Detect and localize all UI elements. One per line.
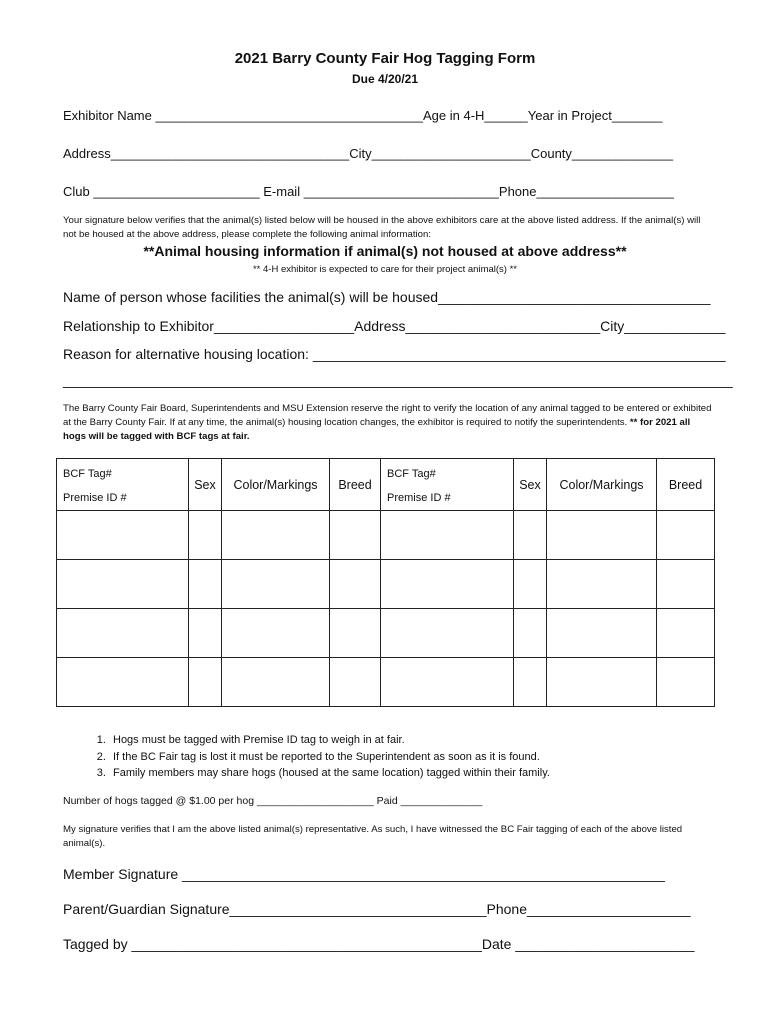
exhibitor-name-line[interactable]: Exhibitor Name _____________________________________Age in 4-H______Year in Project_______: [63, 108, 663, 123]
sex-cell[interactable]: [514, 609, 547, 658]
color-cell[interactable]: [222, 560, 330, 609]
relationship-line[interactable]: Relationship to Exhibitor__________________Address_________________________City_____________: [63, 318, 726, 334]
parent-signature-line[interactable]: Parent/Guardian Signature_________________________________Phone_____________________: [63, 901, 691, 917]
club-line[interactable]: Club _______________________ E-mail ___________________________Phone___________________: [63, 184, 674, 199]
header-sex: Sex: [189, 459, 222, 511]
housing-subnote: ** 4-H exhibitor is expected to care for their project animal(s) **: [252, 264, 517, 275]
header-bcf-tag: BCF Tag#: [387, 468, 436, 480]
header-premise-id: Premise ID #: [63, 492, 127, 504]
sex-cell[interactable]: [514, 511, 547, 560]
table-row: [57, 609, 715, 658]
verification-text: Your signature below verifies that the animal(s) listed below will be housed in the above exhibitors care at the above listed address. If the animal(s) will not be housed at the above address, please complete the following animal information:: [63, 215, 701, 240]
color-cell[interactable]: [222, 511, 330, 560]
notice-text: [63, 402, 713, 444]
fee-line[interactable]: Number of hogs tagged @ $1.00 per hog ____________________ Paid ______________: [63, 795, 483, 807]
housing-heading: **Animal housing information if animal(s) not housed at above address**: [143, 243, 627, 259]
sex-cell[interactable]: [189, 658, 222, 707]
certification-text: My signature verifies that I am the above listed animal(s) representative. As such, I have witnessed the BC Fair tagging of each of the above listed animal(s).: [63, 824, 683, 849]
tag-cell[interactable]: [381, 511, 514, 560]
breed-cell[interactable]: [330, 511, 381, 560]
tag-cell[interactable]: [57, 511, 189, 560]
rules-list: [64, 732, 550, 782]
facility-owner-line[interactable]: Name of person whose facilities the animal(s) will be housed___________________________________: [63, 289, 711, 305]
tag-cell[interactable]: [381, 560, 514, 609]
breed-cell[interactable]: [330, 658, 381, 707]
tag-cell[interactable]: [57, 658, 189, 707]
table-row: [57, 658, 715, 707]
rule-item: 3. Family members may share hogs (housed at the same location) tagged within their family.: [109, 765, 550, 782]
header-color: Color/Markings: [547, 459, 657, 511]
sex-cell[interactable]: [514, 658, 547, 707]
table-row: [57, 560, 715, 609]
header-sex: Sex: [514, 459, 547, 511]
rule-item: 2. If the BC Fair tag is lost it must be reported to the Superintendent as soon as it is found.: [109, 749, 550, 766]
tag-cell[interactable]: [57, 609, 189, 658]
tag-cell[interactable]: [381, 609, 514, 658]
breed-cell[interactable]: [657, 560, 715, 609]
header-breed: Breed: [657, 459, 715, 511]
table-row: [57, 511, 715, 560]
notice-bold: ** for 2021 all hogs will be tagged with BCF tags at fair.: [63, 417, 691, 442]
breed-cell[interactable]: [657, 511, 715, 560]
header-bcf-tag: BCF Tag#: [63, 468, 112, 480]
address-line[interactable]: Address_________________________________City______________________County______________: [63, 146, 674, 161]
rule-item: 1. Hogs must be tagged with Premise ID tag to weigh in at fair.: [109, 732, 550, 749]
breed-cell[interactable]: [657, 658, 715, 707]
reason-line[interactable]: Reason for alternative housing location: _____________________________________________________: [63, 346, 726, 362]
sex-cell[interactable]: [514, 560, 547, 609]
color-cell[interactable]: [547, 658, 657, 707]
sex-cell[interactable]: [189, 609, 222, 658]
breed-cell[interactable]: [330, 560, 381, 609]
breed-cell[interactable]: [657, 609, 715, 658]
tagged-by-line[interactable]: Tagged by _____________________________________________Date _______________________: [63, 936, 695, 952]
header-tag-left: [57, 459, 189, 511]
tag-cell[interactable]: [381, 658, 514, 707]
member-signature-line[interactable]: Member Signature ______________________________________________________________: [63, 866, 665, 882]
tag-cell[interactable]: [57, 560, 189, 609]
notice-body: The Barry County Fair Board, Superintendents and MSU Extension reserve the right to verify the location of any animal tagged to be entered or exhibited at the Barry County Fair. If at any time, the animal(s) housing location changes, the exhibitor is required to notify the superintendents.: [63, 403, 712, 428]
breed-cell[interactable]: [330, 609, 381, 658]
form-title: 2021 Barry County Fair Hog Tagging Form: [234, 50, 536, 67]
color-cell[interactable]: [547, 560, 657, 609]
color-cell[interactable]: [547, 511, 657, 560]
color-cell[interactable]: [547, 609, 657, 658]
header-tag-right: [381, 459, 514, 511]
table-header-row: [57, 459, 715, 511]
due-date: Due 4/20/21: [351, 72, 419, 86]
sex-cell[interactable]: [189, 511, 222, 560]
color-cell[interactable]: [222, 609, 330, 658]
header-premise-id: Premise ID #: [387, 492, 451, 504]
sex-cell[interactable]: [189, 560, 222, 609]
reason-continued-line[interactable]: ______________________________________________________________________________________: [63, 372, 733, 388]
header-color: Color/Markings: [222, 459, 330, 511]
hog-table: [56, 458, 715, 707]
color-cell[interactable]: [222, 658, 330, 707]
header-breed: Breed: [330, 459, 381, 511]
